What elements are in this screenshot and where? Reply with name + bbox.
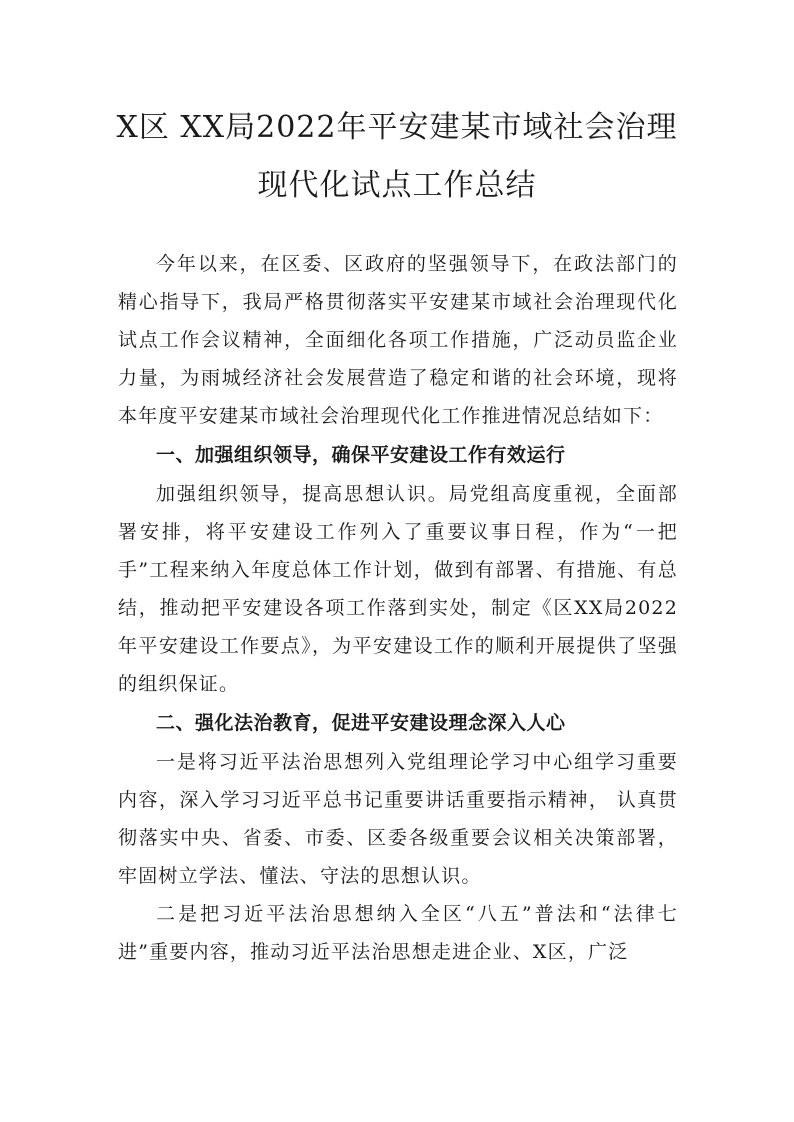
section-1-heading: 一、加强组织领导，确保平安建设工作有效运行 — [156, 444, 566, 466]
document-title-line-1: X区 XX局2022年平安建某市域社会治理 — [116, 110, 678, 145]
document-title-line-2: 现代化试点工作总结 — [257, 168, 537, 203]
section-2-heading: 二、强化法治教育，促进平安建设理念深入人心 — [156, 712, 566, 734]
document-body — [118, 245, 678, 971]
section-2-paragraph-2: 二是把习近平法治思想纳入全区“八五”普法和“法律七进”重要内容，推动习近平法治思想走进企业、X区，广泛 — [118, 903, 678, 963]
section-1-paragraph: 加强组织领导，提高思想认识。局党组高度重视，全面部署安排，将平安建设工作列入了重要议事日程，作为“一把手”工程来纳入年度总体工作计划，做到有部署、有措施、有总结，推动把平安建设各项工作落到实处，制定《区XX局2022年平安建设工作要点》，为平安建设工作的顺利开展提供了坚强的组织保证。 — [118, 483, 678, 695]
intro-paragraph: 今年以来，在区委、区政府的坚强领导下，在政法部门的精心指导下，我局严格贯彻落实平安建某市域社会治理现代化试点工作会议精神，全面细化各项工作措施，广泛动员监企业力量，为雨城经济社会发展营造了稳定和谐的社会环境，现将本年度平安建某市域社会治理现代化工作推进情况总结如下： — [118, 253, 678, 427]
section-2-paragraph-1: 一是将习近平法治思想列入党组理论学习中心组学习重要内容，深入学习习近平总书记重要讲话重要指示精神， 认真贯彻落实中央、省委、市委、区委各级重要会议相关决策部署，牢固树立学法、懂法、守法的思想认识。 — [118, 751, 678, 887]
